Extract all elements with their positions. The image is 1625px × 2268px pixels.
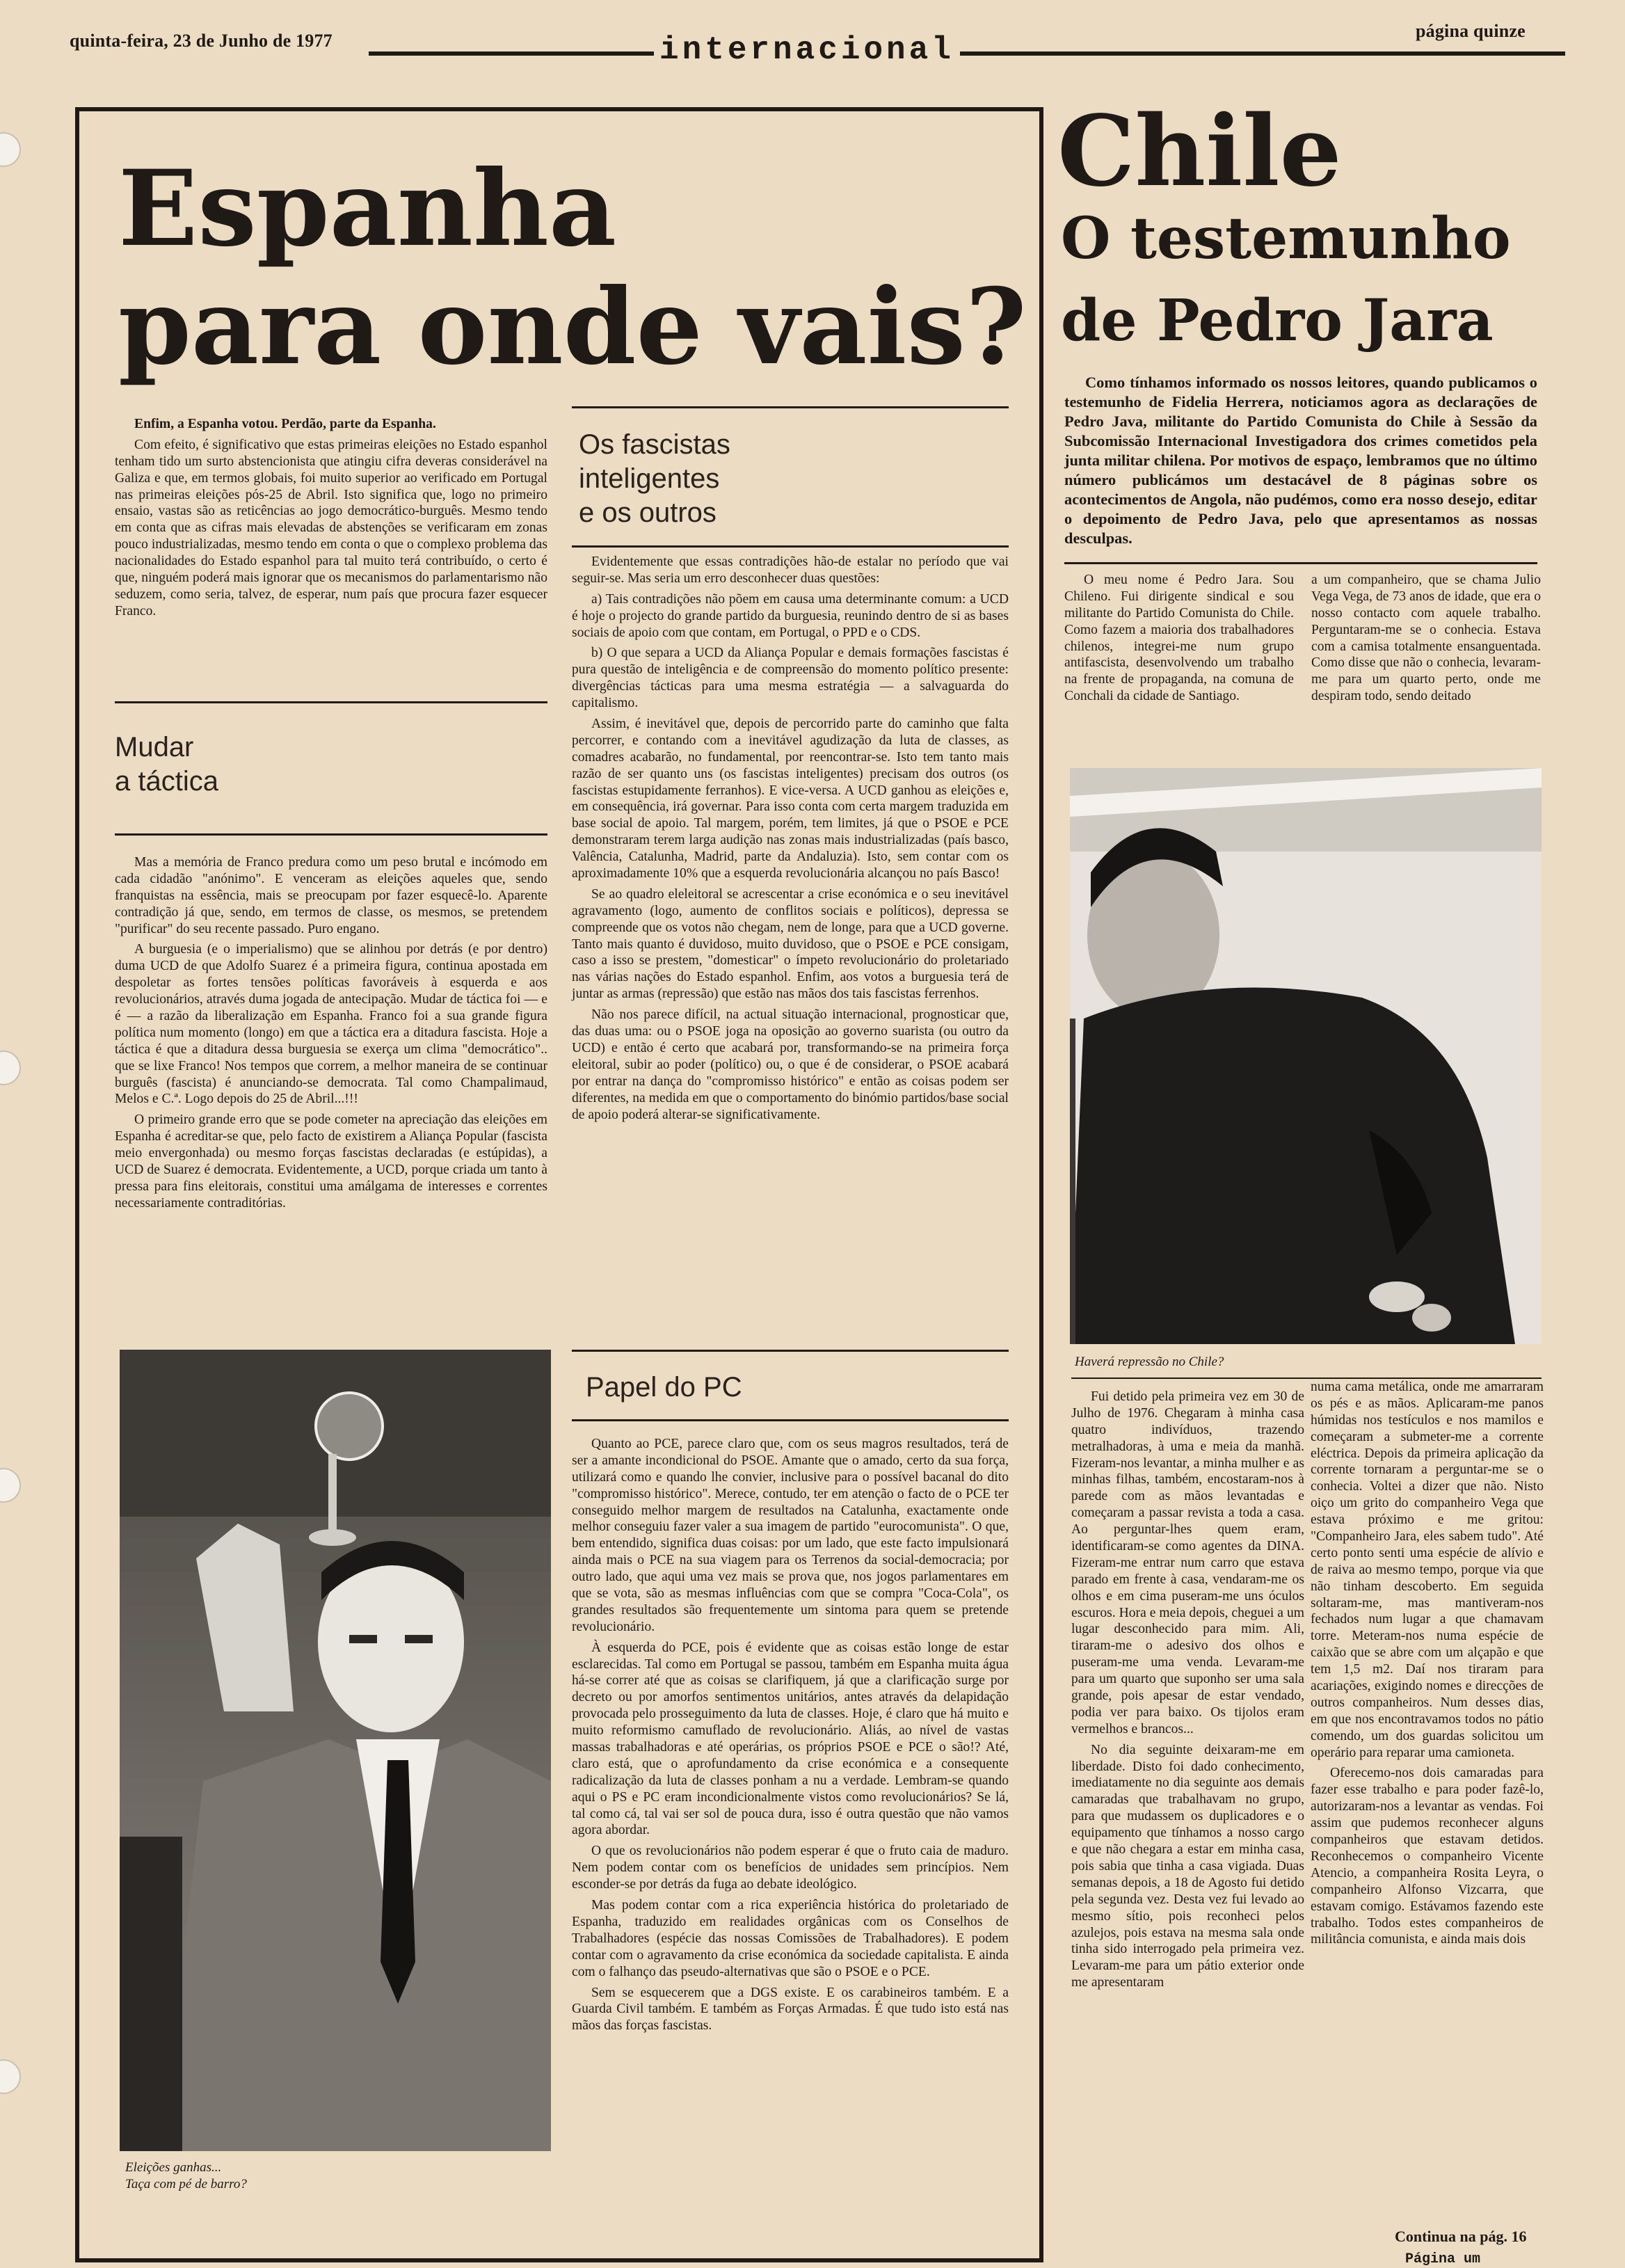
paragraph: Mas podem contar com a rica experiência histórica do proletariado de Espanha, traduzido em realidades orgânicas com os Conselhos de Trabalhadores (espécie das nossas Comissões de Trabalhadores). E podem contar com o agravamento da crise económica da sociedade capitalista. E ainda com o falhanço das pseudo-alternativas que são o PSOE e o PCE.: [572, 1898, 1009, 1979]
spain-col3-text: [572, 1436, 1009, 2038]
photo-chile: [1070, 768, 1542, 1344]
subhead-fascistas: [579, 428, 730, 529]
paragraph: b) O que separa a UCD da Aliança Popular e demais formações fascistas é pura questão de inteligência e de compreensão do momento político presente: divergências tácticas para uma mesma estratégia — a salvaguarda do capitalismo.: [572, 646, 1009, 711]
caption-line: Eleições ganhas...: [125, 2160, 222, 2175]
photo-toast-image: [120, 1350, 551, 2151]
subhead-line: Os fascistas: [579, 429, 730, 460]
divider: [115, 833, 547, 836]
binder-hole: [0, 132, 21, 167]
spain-col2-text: [572, 554, 1009, 1127]
subhead-line: a táctica: [115, 765, 218, 797]
continued-note: Continua na pág. 16: [1395, 2228, 1527, 2245]
paragraph: numa cama metálica, onde me amarraram os pés e as mãos. Aplicaram-me panos húmidas nos testículos e nos mamilos e começaram a submeter-me a corrente eléctrica. Depois da primeira aplicação da corrente tornaram a perguntar-me se o conhecia. Voltei a dizer que não. Nisto oiço um grito do companheiro Vega que estava próximo e me gritou: "Companheiro Jara, eles sabem tudo". Até certo ponto senti uma espécie de alívio e de raiva ao mesmo tempo, porque via que não tinham descoberto. Em seguida soltaram-me, mas mantiveram-nos fechados num lugar a que chamavam torre. Meteram-nos numa espécie de caixão que se abre com um alçapão e que tem 1,5 m2. Daí nos tiraram para acariações, exigindo nomes e direcções de outros companheiros. Num desses dias, em que nos encontravamos todos no pátio comendo, um dos guardas solicitou um operário para reparar uma camioneta.: [1311, 1380, 1544, 1760]
chile-colB-bottom: [1311, 1379, 1544, 1952]
caption-line: Taça com pé de barro?: [125, 2176, 247, 2191]
divider: [572, 406, 1009, 408]
paragraph: Se ao quadro eleleitoral se acrescentar a crise económica e o seu inevitável agravamento (logo, aumento de conflitos sociais e políticos), depressa se compreende que os votos não chegam, nem de longe, para que a UCD governe. Tanto mais quanto é duvidoso, muito duvidoso, que o PSOE e PCE consigam, caso a isso se prestem, "domesticar" o ímpeto revolucionário do proletariado nas várias nações do Estado espanhol. Enfim, aos votos a burguesia terá de juntar as armas (repressão) que estão nas mãos dos tais fascistas ferrenhos.: [572, 886, 1009, 1002]
spain-lead: [115, 416, 547, 624]
paragraph: À esquerda do PCE, pois é evidente que as coisas estão longe de estar esclarecidas. Tal como em Portugal se passou, também em Espanha muita água há-se correr até que as coisas se clarifiquem, já que a clarificação surge por decreto ou por amorfos sentimentos unitários, antes através da delapidação provocada pelo prosseguimento da luta de classes. Hoje, é claro que há muito e muito reformismo camuflado de revolucionário. Aliás, ao nível de vastas massas trabalhadoras e até operárias, os próprios PSOE e PCE o são!? Até, claro está, que o aprofundamento da crise económica e a consequente radicalização da luta de classes ponham a nu a verdade. Lembram-se quando aqui o PS e PC eram incondicionalmente vistos como revolucionários? Se lá, tal como cá, tal vai ser sol de pouca dura, isso é outra questão que não vamos agora abordar.: [572, 1640, 1009, 1838]
next-page-label: Página um: [1405, 2251, 1481, 2267]
chile-subhead-line1: O testemunho: [1061, 205, 1511, 272]
paragraph: Quanto ao PCE, parece claro que, com os seus magros resultados, terá de ser a amante incondicional do PSOE. Amante que o amado, certo da sua força, utilizará como e quando lhe convier, inclusive para o possível bacanal do dito "compromisso histórico". Merece, contudo, ter em atenção o facto de o PCE ter conseguido melhor margem de resultados na Catalunha, exactamente onde melhor conseguiu fazer valer a sua imagem de partido "eurocomunista". O que, bem entendido, significa duas coisas: por um lado, que este facto impulsionará ainda mais o PCE na sua viagem para os Terrenos da social-democracia; por outro lado, que aqui uma vez mais se prova que, nos jogos parlamentares em que se vota, são as mesmas influências com que se compra "Coca-Cola", os grandes resultados são frequentemente um sintoma para quem se pretende revolucionário.: [572, 1437, 1009, 1634]
photo-toast-caption: [125, 2159, 543, 2193]
paragraph: Não nos parece difícil, na actual situação internacional, prognosticar que, das duas uma: ou o PSOE joga na oposição ao governo suarista (ou outro da UCD) e então é certo que acabará por, transformando-se na primeira força eleitoral, subir ao poder (político) ou, o que é de considerar, o PSOE acabará por entrar na dança do "compromisso histórico" e então as coisas podem ser diferentes, na medida em que o comportamento do binómio partidos/base social de apoio poderá alterar-se significativamente.: [572, 1007, 1009, 1122]
chile-subhead-line2: de Pedro Jara: [1061, 287, 1494, 354]
paragraph: O meu nome é Pedro Jara. Sou Chileno. Fui dirigente sindical e sou militante do Partido Comunista do Chile. Como fazem a maioria dos trabalhadores chilenos, integrei-me num grupo antifascista, desenvolvendo um trabalho na frente de propaganda, na comuna de Conchali da cidade de Santiago.: [1064, 573, 1294, 704]
spain-headline-line1: Espanha: [118, 147, 617, 270]
lead-paragraph: Com efeito, é significativo que estas primeiras eleições no Estado espanhol tenham tido um surto abstencionista que atingiu cifra deveras considerável na Galiza e que, em termos globais, foi muito superior ao verificado em Portugal nas primeiras eleições pós-25 de Abril. Isto significa que, logo no primeiro ensaio, vastas são as reticências ao jogo democrático-burguês. Mesmo tendo em conta que as cifras mais elevadas de abstenções se verificaram em zonas pouco industrializadas, mesmo tendo em conta o que o complexo problema das nacionalidades do Estado espanhol para tal muito terá contribuído, o certo é que, ninguém poderá mais ignorar que os mecanismos do parlamentarismo não seduzem, como seria, talvez, de esperar, num país que procura fazer esquecer Franco.: [115, 437, 547, 618]
photo-chile-image: [1070, 768, 1542, 1344]
divider: [572, 1350, 1009, 1352]
section-title: internacional: [654, 32, 960, 68]
paragraph: A burguesia (e o imperialismo) que se alinhou por detrás (e por dentro) duma UCD de que Adolfo Suarez é a primeira figura, continua apostada em despoletar as fortes tensões políticas favoráveis à esquerda e aos revolucionários, através duma jogada de antecipação. Mudar de táctica foi — e é — a razão da liberalização em Espanha. Franco foi a sua grande figura política num momento (longo) em que a táctica era a ditadura fascista. Hoje a táctica é que a ditadura dessa burguesia se exerça um clima "democrático".. que se lixe Franco! Nos tempos que correm, a melhor maneira de se continuar burguês (fascista) é anunciando-se democrata. Tal como Champalimaud, Melos e C.ª. Logo depois do 25 de Abril...!!!: [115, 942, 547, 1107]
issue-date: quinta-feira, 23 de Junho de 1977: [70, 31, 333, 51]
subhead-line: inteligentes: [579, 463, 720, 494]
subhead-line: Mudar: [115, 732, 194, 762]
paragraph: Assim, é inevitável que, depois de percorrido parte do caminho que falta percorrer, e contando com a inevitável agudização da luta de classes, as comadres acabarão, no fundamental, por reencontrar-se. Isto tem tanto mais razão de ser quanto uns (os fascistas inteligentes) precisam dos outros (os fascistas estupidamente ferranhos). E vice-versa. A UCD ganhou as eleições e, em consequência, irá governar. Para isso conta com certa margem traduzida em base social de apoio. Tal margem, porém, tem limites, já que o PSOE e PCE demonstraram terem larga audição nas zonas mais industrializadas (país basco, Valência, Catalunha, Madrid, parte da Andaluzia). Isto, sem contar com os aproximadamente 10% que a esquerda revolucionária alcançou no país Basco!: [572, 717, 1009, 881]
chile-colA-bottom: [1071, 1389, 1304, 1995]
paragraph: Oferecemo-nos dois camaradas para fazer esse trabalho e para poder fazê-lo, autorizaram-nos a levantar as vendas. Foi assim que pudemos reconhecer alguns companheiros que estavam detidos. Reconhecemos o companheiro Vicente Atencio, a companheira Rosita Leyra, o companheiro Alfonso Vizcarra, que estavam comigo. Estávamos fazendo este trabalho. Todos estes companheiros de militância comunista, e ainda mais dois: [1311, 1766, 1544, 1947]
divider: [1064, 562, 1537, 564]
subhead-line: e os outros: [579, 497, 717, 528]
paragraph: a um companheiro, que se chama Julio Vega Vega, de 73 anos de idade, que era o nosso contacto com aquele trabalho. Perguntaram-me se o conhecia. Estava com a camisa totalmente ensanguentada. Como disse que não o conhecia, levaram-me para um quarto perto, onde me despiram todo, sendo deitado: [1311, 573, 1541, 704]
paragraph: Sem se esquecerem que a DGS existe. E os carabineiros também. E a Guarda Civil também. E também as Forças Armadas. É que tudo isto está nas mãos das forças fascistas.: [572, 1985, 1009, 2034]
chile-colA-top: [1064, 572, 1294, 709]
paragraph: Evidentemente que essas contradições hão-de estalar no período que vai seguir-se. Mas seria um erro desconhecer duas questões:: [572, 554, 1009, 586]
photo-chile-caption: Haverá repressão no Chile?: [1075, 1355, 1224, 1369]
paragraph: a) Tais contradições não põem em causa uma determinante comum: a UCD é hoje o projecto do grande partido da burguesia, reunindo dentro de si as bases sociais de apoio com que contam, em Portugal, o PPD e o CDS.: [572, 591, 1009, 640]
header-rule: [369, 51, 1565, 56]
photo-toast: [120, 1350, 551, 2151]
binder-hole: [0, 1051, 21, 1085]
paragraph: O primeiro grande erro que se pode cometer na apreciação das eleições em Espanha é acreditar-se que, pelo facto de existirem a Aliança Popular (fascista meio envergonhada) ou mesmo forças fascistas declaradas (e estúpidas), a UCD de Suarez é democrata. Evidentemente, a UCD, porque criada um tanto à pressa para fins eleitorais, constitui uma amálgama de interesses e correntes necessariamente contraditórias.: [115, 1112, 547, 1211]
binder-hole: [0, 1468, 21, 1503]
paragraph: Fui detido pela primeira vez em 30 de Julho de 1976. Chegaram à minha casa quatro indivíduos, trazendo metralhadoras, à uma e meia da manhã. Fizeram-nos levantar, a minha mulher e as minhas filhas, também, encostaram-nos à parede com as mãos levantadas e começaram a passar revista a toda a casa. Ao perguntar-lhes quem eram, identificaram-se como agentes da DINA. Fizeram-me entrar num carro que estava parado em frente à casa, vendaram-me os olhos e em cima puseram-me uns óculos escuros. Hora e meia depois, cheguei a um lugar desconhecido para mim. Ali, tiraram-me o adesivo dos olhos e puseram-me uma venda. Levaram-me para um quarto que suponho ser uma sala grande, pois apesar de estar vendado, podia ver para baixo. Os tijolos eram vermelhos e brancos...: [1071, 1389, 1304, 1736]
binder-hole: [0, 2059, 21, 2094]
divider: [572, 545, 1009, 548]
chile-intro: Como tínhamos informado os nossos leitores, quando publicamos o testemunho de Fidelia Herrera, noticiamos agora as declarações de Pedro Java, militante do Partido Comunista do Chile à Sessão da Subcomissão Internacional Investigadora dos crimes cometidos pela junta militar chilena. Por motivos de espaço, lembramos que no último número publicámos um destacável de 8 páginas sobre os acontecimentos de Angola, não pudémos, como era nosso desejo, editar o depoimento de Pedro Java, pelo que apresentamos as nossas desculpas.: [1064, 374, 1537, 547]
subhead-papel-pc: Papel do PC: [586, 1372, 742, 1403]
divider: [115, 701, 547, 703]
paragraph: O que os revolucionários não podem esperar é que o fruto caia de maduro. Nem podem contar com os benefícios de unidades sem princípios. Nem esconder-se por detrás da fuga ao debate ideológico.: [572, 1844, 1009, 1892]
page-number: página quinze: [1416, 21, 1526, 41]
subhead-mudar: [115, 730, 218, 799]
lead-paragraph: Enfim, a Espanha votou. Perdão, parte da Espanha.: [134, 417, 436, 431]
spain-col1-text: [115, 854, 547, 1216]
spain-headline-line2: para onde vais?: [118, 266, 1027, 388]
divider: [572, 1419, 1009, 1421]
paragraph: Mas a memória de Franco predura como um peso brutal e incómodo em cada cidadão "anónimo". E venceram as eleições aqueles que, sendo franquistas na essência, mais se preocupam por fazer esquecê-lo. Aparente contradição já que, sendo, em termos de classe, os mesmos, se pretendem "purificar" do seu recente passado. Puro engano.: [115, 855, 547, 936]
paragraph: No dia seguinte deixaram-me em liberdade. Disto foi dado conhecimento, imediatamente no dia seguinte aos demais camaradas que trabalhavam no grupo, para que mudassem os duplicadores e o equipamento que tínhamos a nosso cargo e que não chegara a estar em minha casa, pois sabia que tinha a casa vigiada. Duas semanas depois, a 18 de Agosto fui detido pela segunda vez. Desta vez fui levado ao mesmo sítio, pois reconheci pelos azulejos, pois estava na mesma sala onde tinha sido interrogado pela primeira vez. Levaram-me para um pátio exterior onde me apresentaram: [1071, 1742, 1304, 1990]
chile-headline: Chile: [1057, 95, 1342, 209]
chile-colB-top: [1311, 572, 1541, 709]
